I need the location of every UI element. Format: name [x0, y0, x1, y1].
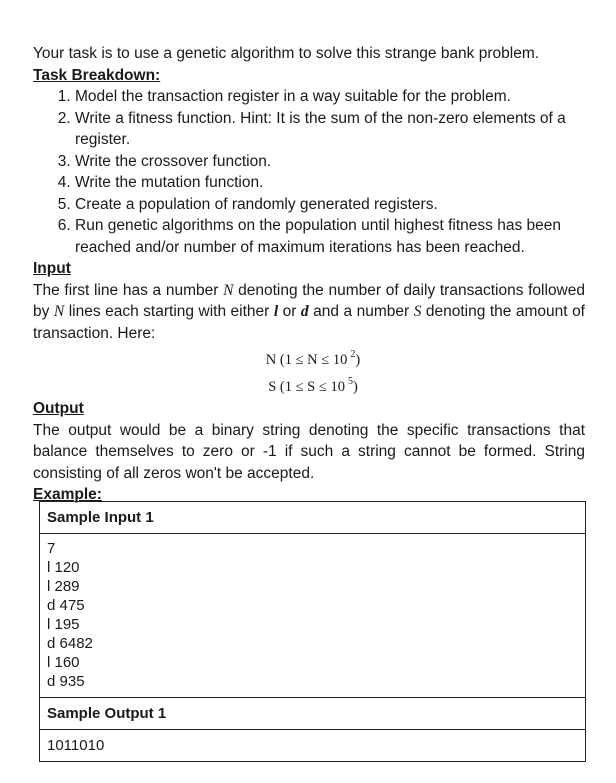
var-n: N: [223, 281, 234, 299]
task-step-1: 1. Model the transaction register in a way suitable for the problem.: [75, 86, 585, 108]
task-step-6: 6. Run genetic algorithms on the population until highest fitness has been reached and/or number of maximum iterations has been reached.: [75, 215, 585, 258]
sample-input-label: Sample Input 1: [40, 502, 586, 534]
task-step-2: 2. Write a fitness function. Hint: It is the sum of the non-zero elements of a register.: [75, 108, 585, 151]
sample-output-value: 1011010: [40, 730, 586, 762]
sample-input-line: d 6482: [47, 635, 93, 652]
constraint-s: S (1 ≤ S ≤ 10 $^5$): [268, 376, 358, 395]
sample-output-label: Sample Output 1: [40, 698, 586, 730]
task-step-4: 4. Write the mutation function.: [75, 172, 585, 194]
sample-input-cell: [40, 534, 586, 698]
sample-input-line: d 935: [47, 673, 85, 690]
document-page: [33, 43, 585, 506]
task-steps-list: [33, 86, 585, 258]
sample-input-line: l 160: [47, 654, 80, 671]
sample-input-line: l 120: [47, 559, 80, 576]
letter-d: d: [300, 303, 309, 320]
input-heading: Input: [33, 260, 71, 277]
constraint-n: N (1 ≤ N ≤ 10 $^2$): [265, 349, 361, 368]
intro-text: Your task is to use a genetic algorithm to solve this strange bank problem.: [33, 45, 540, 62]
example-table: [39, 501, 586, 762]
sample-input-line: l 289: [47, 578, 80, 595]
sample-input-line: d 475: [47, 597, 85, 614]
letter-l: l: [273, 303, 279, 320]
input-description: The first line has a number N denoting the number of daily transactions followed by N lines each starting with either l or d and a number S denoting the amount of transaction. Here:: [33, 281, 585, 342]
var-s: S: [413, 303, 422, 320]
var-n-2: N: [53, 303, 65, 320]
task-breakdown-heading: Task Breakdown:: [33, 66, 161, 84]
example-heading: Example:: [33, 486, 102, 503]
output-description: The output would be a binary string denoting the specific transactions that balance themselves to zero or -1 if such a string cannot be formed. String consisting of all zeros won't be accepted.: [33, 421, 585, 482]
output-heading: Output: [33, 400, 84, 417]
sample-input-line: l 195: [47, 616, 80, 633]
task-step-3: 3. Write the crossover function.: [75, 151, 585, 173]
sample-input-line: 7: [47, 540, 56, 557]
task-step-5: 5. Create a population of randomly generated registers.: [75, 194, 585, 216]
